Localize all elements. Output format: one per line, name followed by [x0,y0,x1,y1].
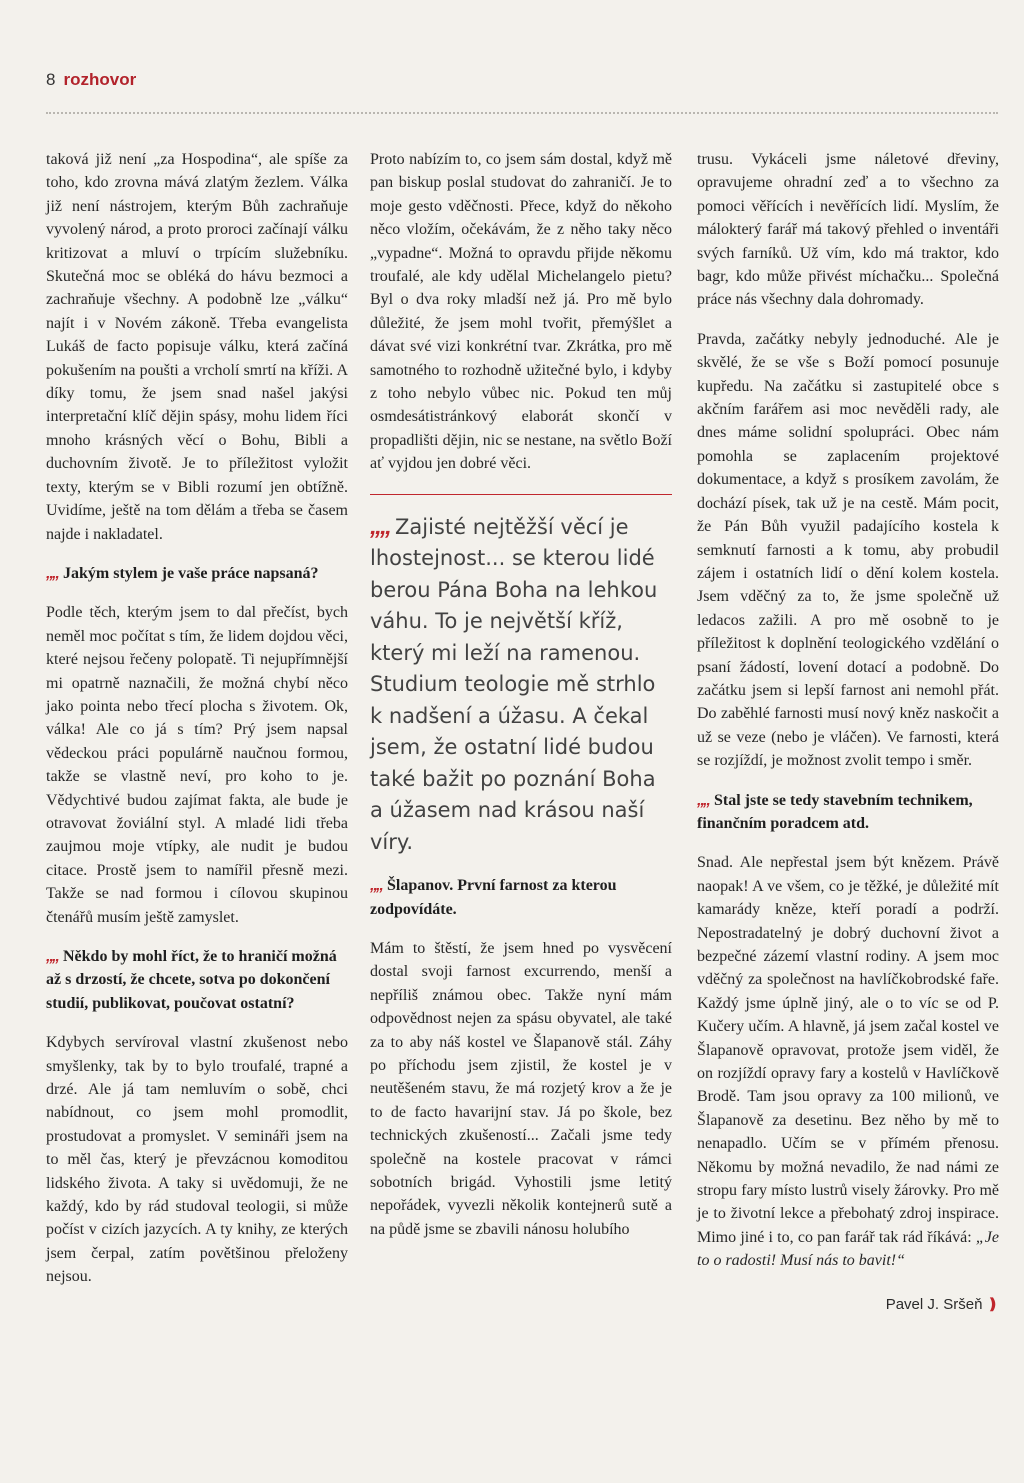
quote-mark-icon: „„ [46,948,58,965]
section-title: rozhovor [63,70,137,89]
paragraph: Proto nabízím to, co jsem sám dostal, když mě pan biskup poslal studovat do zahraničí. Je to moje gesto vděčnosti. Přece, když do někoho něco vložím, očekávám, že z něho taky něco „vypadne“. Možná to opravdu přijde někomu troufalé, ale kdy udělal Michelangelo pietu? Byl o dva roky mladší než já. Pro mě bylo důležité, že jsem mohl tvořit, přemýšlet a dávat své vizi konkrétní tvar. Zkrátka, pro mě samotného to rozhodně užitečné bylo, i kdyby z toho nebylo vůbec nic. Pokud ten můj osmdesátistránkový elaborát skončí v propadlišti dějin, nic se nestane, na světlo Boží ať vyjdou jen dobré věci. [370,151,672,473]
column-1 [46,148,348,1305]
author-signature [697,1293,999,1316]
pullquote-divider [370,494,672,495]
question [370,874,672,921]
question-text: Stal jste se tedy stavebním technikem, finančním poradcem atd. [697,791,973,832]
paragraph: Mám to štěstí, že jsem hned po vysvěcení dostal svoji farnost excurrendo, menší a nepříliš známou obec. Takže nyní mám odpovědnost nejen za spásu obyvatel, ale také za to aby náš kostel ve Šlapanově stál. Záhy po příchodu jsem zjistil, že kostel je v neutěšeném stavu, že má rozjetý krov a že je to de facto havarijní stav. Já po škole, bez technických zkušeností... Začali jsme tedy společně na kostele pracovat v rámci sobotních brigád. Vyhostili jsme letitý nepořádek, vyvezli několik kontejnerů sutě a na půdě jsme se zbavili nánosu holubího [370,940,672,1238]
quote-mark-icon: „„ [46,564,58,582]
paragraph: Pravda, začátky nebyly jednoduché. Ale je skvělé, že se vše s Boží pomocí posunuje kupředu. Na začátku si zastupitelé obce s akčním farářem asi moc nevěděli rady, ale dnes máme solidní spolupráci. Obec nám pomohla se zaplacením projektové dokumentace, a když s prosíkem zavolám, že dochází písek, tak už je na cestě. Mám pocit, že Pán Bůh využil padajícího kostela k semknutí farnosti a k tomu, aby probudil zájem i ostatních lidí o dění kolem kostela. Jsem vděčný za to, že jsme společně už ledacos zažili. A pro mě osobně to je příležitost k doplnění teologického vzdělání o psaní žádostí, lovení dotací a podobně. Do začátku jsem si lepší farnost ani nemohl přát. Do zaběhlé farnosti musí nový kněz naskočit a už se veze (nebo je vláčen). Ve farnosti, která se rozjíždí, je možnost zvolit tempo i směr. [697,330,999,770]
closing-quote: „Je to o radosti! Musí nás to bavit!“ [697,1228,1000,1270]
paragraph: Kdybych servíroval vlastní zkušenost nebo smyšlenky, tak by to bylo troufalé, trapné a drzé. Ale já tam nemluvím o sobě, chci nabídnout, co jsem mohl promodlit, prostudovat a promyslet. V semináři jsem na to měl čas, který je převzácnou komoditou lidského života. A taky si uvědomuji, že ne každý, kdo by rád studoval teologii, si může počíst v cizích jazycích. A ty knihy, ze kterých jsem čerpal, zatím povětšinou přeloženy nejsou. [46,1034,348,1286]
question-text: Šlapanov. První farnost za kterou zodpovídáte. [370,877,617,918]
paragraph: trusu. Vykáceli jsme náletové dřeviny, opravujeme ohradní zeď a to všechno za pomoci věřících i nevěřících lidí. Myslím, že málokterý farář má takový přehled o inventáři svých farníků. Už vím, kdo má traktor, kdo bagr, kdo může přivést míchačku... Společná práce nás všechny dala dohromady. [697,151,999,309]
pullquote [370,511,672,859]
author-name: Pavel J. Sršeň [885,1295,983,1313]
paragraph: taková již není „za Hospodina“, ale spíše za toho, kdo zrovna mává zlatým žezlem. Válka již není nástrojem, kterým Bůh zachraňuje vyvolený národ, a proto proroci začínají válku kritizovat a mluví o trpícím služebníku. Skutečná moc se obléká do hávu bezmoci a zachraňuje všechny. A podobně lze „válku“ najít i v Novém zákoně. Třeba evangelista Lukáš de facto popisuje válku, která začíná pokušením na poušti a vrcholí smrtí na kříži. A díky tomu, že jsem snad našel jakýsi interpretační klíč dějin spásy, mohu lidem říci mnoho krásných věcí o Bohu, Bibli a duchovním životě. Je to příležitost vyložit texty, kterým se v Bibli rozumí jen obtížně. Uvidíme, ještě na tom dělám a třeba se časem najde i nakladatel. [46,151,348,543]
end-mark-icon: ❫ [986,1295,999,1313]
paragraph-text: Snad. Ale nepřestal jsem být knězem. Právě naopak! A ve všem, co je těžké, je důležité mít kamarády kněze, kteří poradí a podrží. Nepostradatelný je dobrý duchovní život a bezpečné zázemí vlastní rodiny. A jsem moc vděčný za společnost na havlíčkobrodské faře. Každý jsme úplně jiný, ale o to víc se od P. Kučery učím. A hlavně, já jsem začal kostel ve Šlapanově opravovat, protože jsem viděl, že on rozjíždí opravy fary a kostelů v Havlíčkově Brodě. Tam jsou opravy za 100 milionů, ve Šlapanově za desetinu. Bez něho by mě to nenapadlo. Učím se v přímém přenosu. Někomu by možná nevadilo, že nad námi ze stropu fary místo lustrů visely žárovky. Pro mě je to životní lekce a přebohatý zdroj inspirace. Mimo jiné i to, co pan farář tak rád říkává: [697,854,999,1246]
column-3 [697,148,999,1316]
paragraph: Podle těch, kterým jsem to dal přečíst, bych neměl moc počítat s tím, že lidem dojdou věci, které nejsou řečeny polopatě. Ti nejupřímnější mi opatrně naznačili, že možná chybí něco jako pointa nebo třecí plocha s životem. Ok, válka! Ale co já s tím? Prý jsem napsal vědeckou práci populárně naučnou formou, takže se vlastně neví, pro koho to je. Vědychtivé budou zajímat fakta, ale bude je otravovat žoviální styl. A mladé lidi třeba zaujmou moje vtípky, ale nudit je budou citace. Prostě jsem to namířil přesně mezi. Takže se nad formou i cílovou skupinou čtenářů musím ještě zamyslet. [46,604,348,926]
quote-mark-icon: „„ [370,512,390,540]
question [46,562,348,585]
question-text: Někdo by mohl říct, že to hraničí možná až s drzostí, že chcete, sotva po dokončení studií, publikovat, poučovat ostatní? [46,948,337,1012]
question-text: Jakým stylem je vaše práce napsaná? [63,564,319,582]
paragraph [697,851,999,1272]
question [697,789,999,836]
column-2 [370,148,672,1257]
quote-mark-icon: „„ [697,791,709,809]
question [46,945,348,1015]
page-number: 8 [46,70,56,89]
page-header [46,70,136,90]
quote-mark-icon: „„ [370,877,382,895]
header-divider [46,112,998,114]
pullquote-text: Zajisté nejtěžší věcí je lhostejnost... se kterou lidé berou Pána Boha na lehkou váhu. To je největší kříž, který mi leží na ramenou. Studium teologie mě strhlo k nadšení a úžasu. A čekal jsem, že ostatní lidé budou také bažit po poznání Boha a úžasem nad krásou naší víry. [370,514,658,854]
